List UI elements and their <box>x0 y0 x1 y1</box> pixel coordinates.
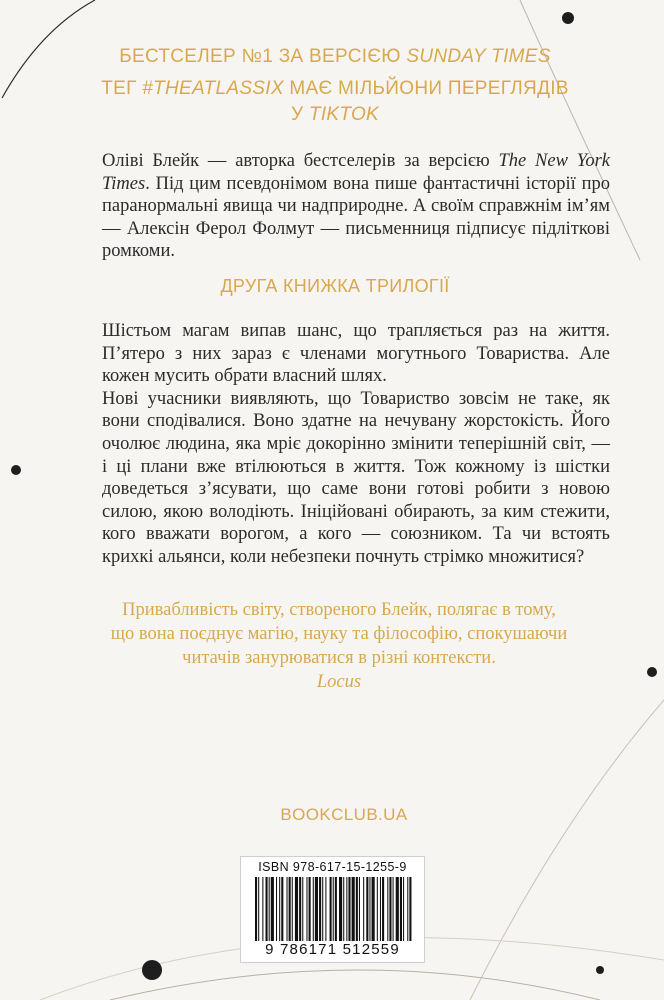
barcode-bars <box>253 877 413 941</box>
barcode-bar <box>295 877 298 941</box>
barcode-bar <box>356 877 358 941</box>
synopsis-paragraph-2: Нові учасники виявляють, що Товариство зовсім не таке, як вони сподівалися. Воно здатне на нечувану жорстокість. Його очолює людина, яка мріє докорінно змінити теперішній світ, — і ці плани вже втілюються в життя. Тож кожному із шістки доведеться з’ясувати, що саме вони готові робити з новою силою, якою володіють. Ініційовані обирають, за ким стежити, кого вважати ворогом, а кого — союзником. Та чи встоять крихкі альянси, коли небезпеки почнуть стрімко множитися? <box>102 388 610 567</box>
barcode-bar <box>255 877 257 941</box>
barcode-bar <box>302 877 303 941</box>
barcode-bar <box>322 877 323 941</box>
barcode-bar <box>325 877 326 941</box>
barcode-bar <box>389 877 391 941</box>
barcode-bar <box>306 877 307 941</box>
barcode-bar <box>377 877 378 941</box>
tagline-tiktok-line2 <box>80 102 590 128</box>
author-bio: Оліві Блейк — авторка бестселерів за версією The New York Times. Під цим псевдонімом вона пише фантастичні історії про паранормальні явища чи надприродне. А своїм справжнім ім’ям — Алексін Ферол Фолмут — письменниця підписує підліткові ромкоми. <box>102 151 610 262</box>
barcode-bar <box>343 877 344 941</box>
barcode-bar <box>363 877 364 941</box>
barcode-bar <box>271 877 274 941</box>
tagline-text: У <box>290 104 309 125</box>
tagline-text: ТЕГ <box>101 78 143 99</box>
barcode-bar <box>333 877 334 941</box>
barcode-bar <box>266 877 268 941</box>
barcode-bar <box>359 877 360 941</box>
barcode-bar <box>279 877 280 941</box>
barcode-bar <box>292 877 293 941</box>
barcode-bar <box>276 877 277 941</box>
tagline-text: МАЄ МІЛЬЙОНИ ПЕРЕГЛЯДІВ <box>283 78 569 99</box>
barcode-bar <box>352 877 355 941</box>
barcode-bar <box>258 877 259 941</box>
barcode-bar <box>407 877 408 941</box>
barcode-bar <box>348 877 350 941</box>
barcode-bar <box>387 877 388 941</box>
barcode-bar <box>281 877 283 941</box>
barcode-bar <box>262 877 263 941</box>
barcode-bar <box>339 877 342 941</box>
barcode-bar <box>366 877 368 941</box>
barcode-bar <box>287 877 288 941</box>
newspaper-title: The New York Times <box>102 151 610 194</box>
review-line: Привабливість світу, створеного Блейк, полягає в тому, <box>122 600 556 620</box>
review-line: що вона поєднує магію, науку та філософію, спокушаючи <box>110 624 568 644</box>
barcode-bar <box>403 877 404 941</box>
synopsis-paragraph-1: Шістьом магам випав шанс, що трапляється раз на життя. П’ятеро з них зараз є членами могутнього Товариства. Але кожен мусить обрати власний шлях. <box>102 321 610 387</box>
barcode-bar <box>289 877 291 941</box>
synopsis <box>102 320 610 569</box>
barcode-bar <box>335 877 337 941</box>
barcode-bar <box>313 877 314 941</box>
barcode-bar <box>315 877 318 941</box>
isbn-label: ISBN 978-617-15-1255-9 <box>258 860 407 874</box>
barcode-bar <box>380 877 381 941</box>
barcode-bar <box>400 877 402 941</box>
barcode-bar <box>393 877 394 941</box>
barcode-bar <box>409 877 411 941</box>
barcode-bar <box>372 877 375 941</box>
barcode-bar <box>382 877 384 941</box>
barcode-bar <box>369 877 370 941</box>
barcode-bar <box>319 877 321 941</box>
publisher-site: BOOKCLUB.UA <box>280 805 408 824</box>
review-line: читачів занурюватися в різні контексти. <box>182 648 496 668</box>
barcode-bar <box>299 877 301 941</box>
barcode-bar <box>330 877 332 941</box>
tagline-hashtag: #THEATLASSIX <box>142 78 284 99</box>
tagline-tiktok <box>80 76 590 102</box>
tagline-bestseller <box>80 44 590 70</box>
ean-digits: 9 786171 512559 <box>265 941 400 958</box>
tagline-tiktok-name: TIKTOK <box>308 104 380 125</box>
barcode-box <box>240 856 425 963</box>
review-source: Locus <box>316 672 362 692</box>
tagline-sunday-times: SUNDAY TIMES <box>406 46 551 67</box>
barcode-bar <box>346 877 347 941</box>
barcode-bar <box>309 877 311 941</box>
review-quote <box>84 598 594 694</box>
tagline-text: БЕСТСЕЛЕР №1 ЗА ВЕРСІЄЮ <box>119 46 407 67</box>
barcode-bar <box>396 877 399 941</box>
barcode-bar <box>269 877 270 941</box>
section-heading: ДРУГА КНИЖКА ТРИЛОГІЇ <box>220 276 450 296</box>
